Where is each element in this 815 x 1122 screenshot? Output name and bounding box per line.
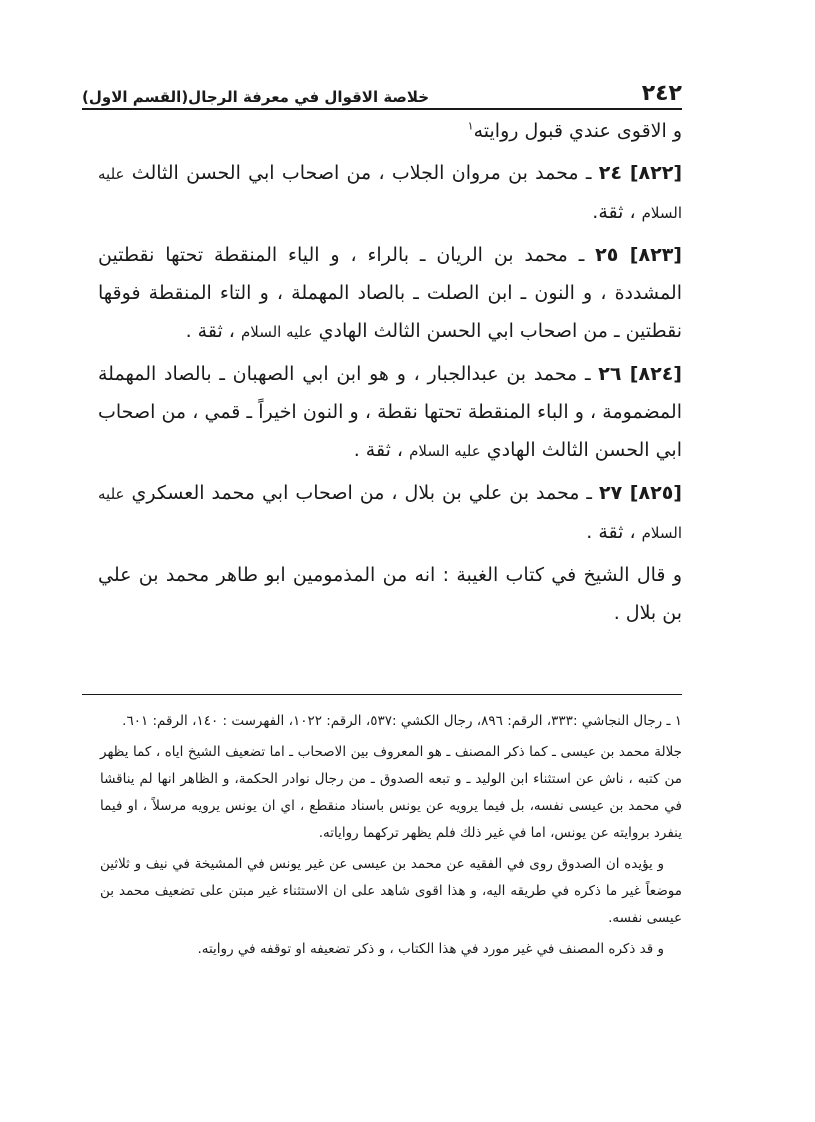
paragraph-text: و الاقوى عندي قبول روايته: [473, 120, 682, 142]
entry-text: ـ محمد بن علي بن بلال ، من اصحاب ابي محمد العسكري: [131, 482, 592, 504]
entry-text: ـ محمد بن مروان الجلاب ، من اصحاب ابي الحسن الثالث: [131, 162, 592, 184]
paragraph-opening: [98, 112, 682, 150]
honorific-glyph: عليه السلام: [98, 485, 682, 542]
honorific-glyph: عليه السلام: [98, 165, 682, 222]
paragraph-closing: [98, 556, 682, 632]
entry-823: [98, 236, 682, 351]
footnote-note: و قد ذكره المصنف في غير مورد في هذا الكتاب ، و ذكر تضعيفه او توقفه في روايته.: [197, 941, 664, 957]
page-header: [82, 66, 682, 106]
running-title: خلاصة الاقوال في معرفة الرجال(القسم الاول): [82, 88, 430, 106]
entry-text: ـ محمد بن عبدالجبار ، و هو ابن ابي الصهبان ـ بالصاد المهملة المضمومة ، و الباء المنقطة تحتها نقطة ، و النون اخيراً ـ قمي ، من اصحاب ابي الحسن الثالث الهادي: [98, 363, 682, 461]
entry-number: [٨٢٤] ٢٦: [598, 363, 682, 385]
paragraph-text: و قال الشيخ في كتاب الغيبة : انه من المذمومين ابو طاهر محمد بن علي بن بلال .: [98, 564, 682, 624]
entry-grade: ، ثقة.: [592, 201, 636, 223]
entry-grade: ، ثقة .: [586, 521, 636, 543]
entry-822: [98, 154, 682, 232]
footnote-note: جلالة محمد بن عيسى ـ كما ذكر المصنف ـ هو المعروف بين الاصحاب ـ اما تضعيف الشيخ اياه ، كما يظهر من كتبه ، ناش عن استثناء ابن الوليد ـ و تبعه الصدوق ـ من رجال نوادر الحكمة، و الظاهر انها لم يناقشا في محمد بن عيسى نفسه، بل فيما يرويه عن يونس باسناد منقطع ، اي ان يونس يرويه مرسلاً ، او فيما ينفرد بروايته عن يونس، اما في غير ذلك فلم يظهر تركهما رواياته.: [100, 744, 682, 841]
footnotes: [100, 708, 682, 967]
entry-grade: ، ثقة .: [185, 320, 235, 342]
entry-number: [٨٢٢] ٢٤: [598, 162, 682, 184]
header-rule: [82, 108, 682, 110]
entry-grade: ، ثقة .: [353, 439, 404, 461]
entry-number: [٨٢٥] ٢٧: [599, 482, 682, 504]
honorific-glyph: عليه السلام: [409, 442, 481, 460]
footnote-marker: ١: [467, 119, 474, 133]
page-number: ٢٤٢: [641, 81, 682, 106]
entry-number: [٨٢٣] ٢٥: [595, 244, 682, 266]
footnote-note: و يؤيده ان الصدوق روى في الفقيه عن محمد بن عيسى عن غير يونس في المشيخة في نيف و ثلاثين موضعاً غير ما ذكره في طريقه اليه، و هذا اقوى شاهد على ان الاستثناء غير مبتن على تضعيف محمد بن عيسى نفسه.: [100, 856, 682, 926]
entry-824: [98, 355, 682, 470]
honorific-glyph: عليه السلام: [240, 323, 313, 341]
footnote-1: ١ ـ رجال النجاشي :٣٣٣، الرقم: ٨٩٦، رجال الكشي :٥٣٧، الرقم: ١٠٢٢، الفهرست : ١٤٠، الرقم: ٦٠١.: [122, 713, 682, 729]
main-text: [98, 112, 682, 636]
entry-825: [98, 474, 682, 552]
footnote-separator: [82, 694, 682, 695]
entry-text: ـ محمد بن الريان ـ بالراء ، و الياء المنقطة تحتها نقطتين المشددة ، و النون ـ ابن الصلت ـ بالصاد المهملة ، و التاء المنقطة فوقها نقطتين ـ من اصحاب ابي الحسن الثالث الهادي: [98, 244, 682, 342]
